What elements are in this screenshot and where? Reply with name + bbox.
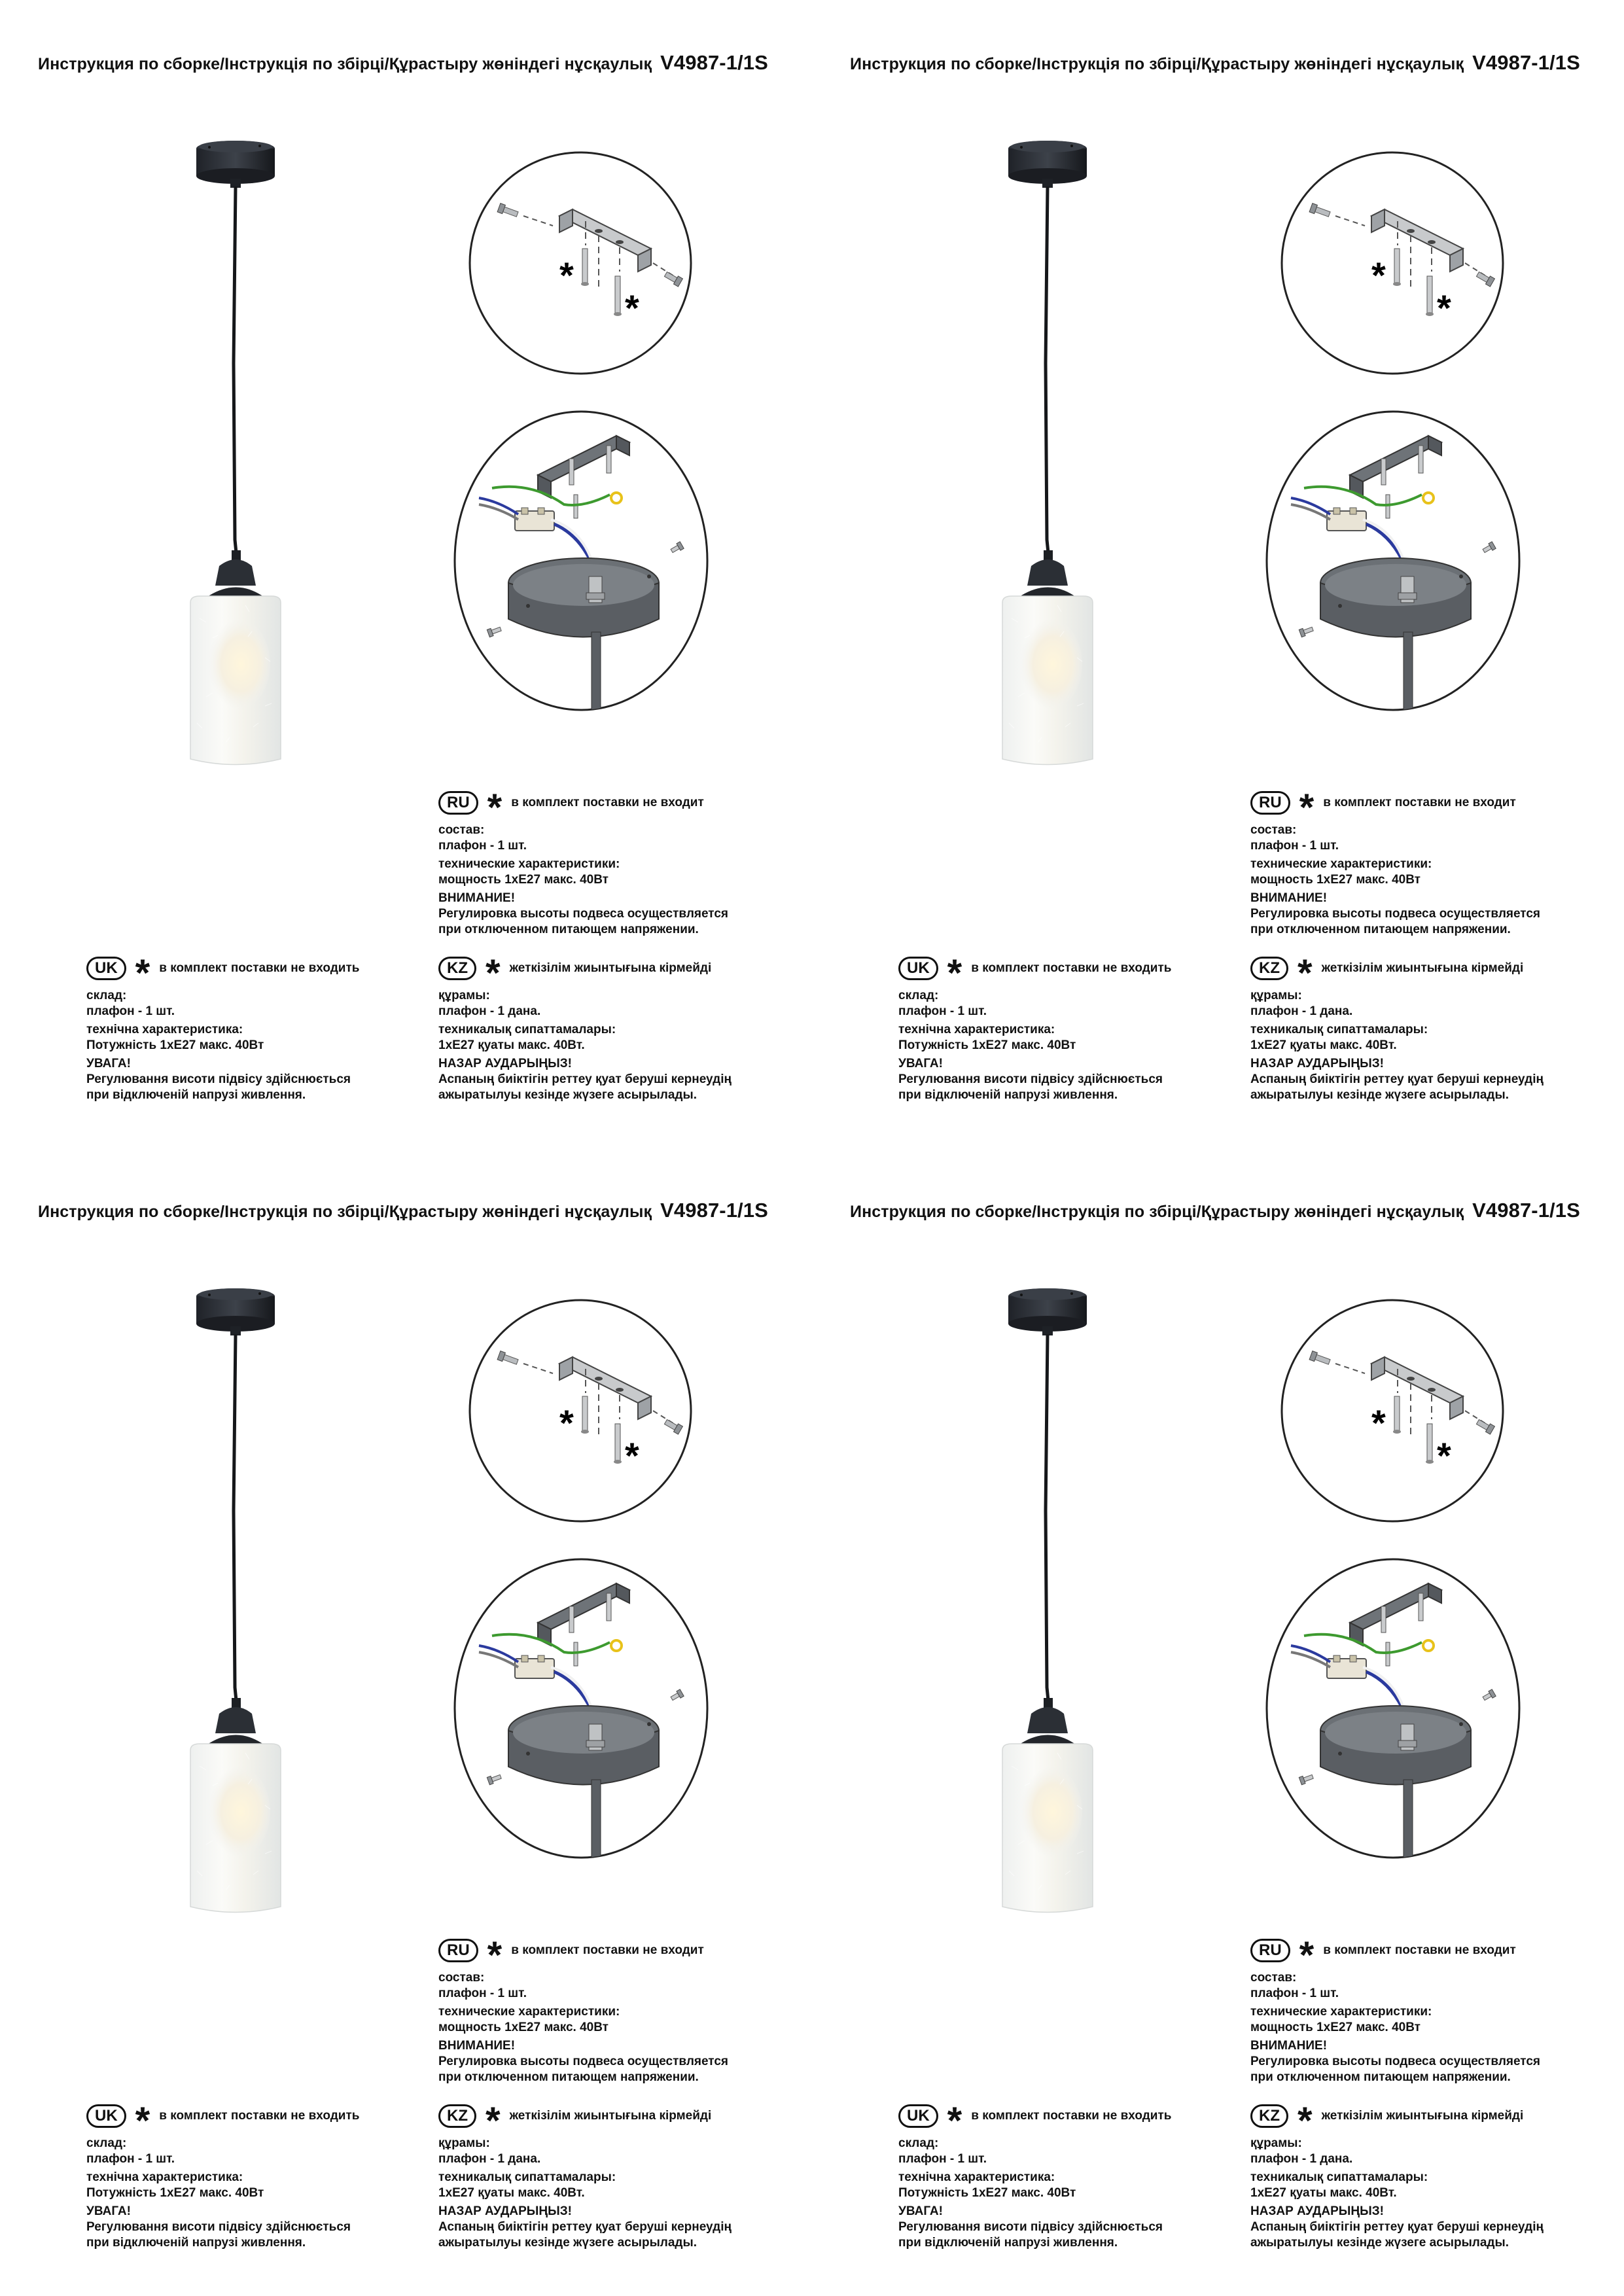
- uk-line: Потужність 1xE27 макс. 40Вт: [86, 1038, 264, 1052]
- kz-line: құрамы:: [438, 989, 490, 1002]
- ru-line: состав:: [1250, 823, 1297, 837]
- uk-line: при відключеній напрузі живлення.: [86, 2236, 306, 2250]
- pendant-lamp-illustration: [985, 134, 1110, 769]
- kz-line: Аспаның биіктігін реттеу қуат беруші кернеудің: [1250, 2220, 1544, 2234]
- kz-note: жеткізілім жиынтығына кірмейді: [509, 2109, 712, 2123]
- ru-badge: RU: [438, 1939, 478, 1962]
- kz-line: НАЗАР АУДАРЫҢЫЗ!: [438, 1057, 572, 1070]
- ru-line: ВНИМАНИЕ!: [438, 2039, 516, 2053]
- kz-line: құрамы:: [1250, 989, 1302, 1002]
- kz-line: плафон - 1 дана.: [1250, 1004, 1353, 1018]
- uk-line: технічна характеристика:: [86, 2170, 243, 2184]
- wiring-canopy-diagram: [453, 410, 710, 712]
- uk-line: УВАГА!: [86, 2204, 131, 2218]
- asterisk-icon: *: [485, 2100, 501, 2142]
- uk-line: Потужність 1xE27 макс. 40Вт: [898, 2186, 1076, 2200]
- kz-line: плафон - 1 дана.: [438, 1004, 541, 1018]
- uk-section: [86, 2102, 359, 2251]
- kz-line: Аспаның биіктігін реттеу қуат беруші кернеудің: [1250, 1072, 1544, 1086]
- kz-line: 1xE27 қуаты макс. 40Вт.: [1250, 2186, 1397, 2200]
- kz-line: НАЗАР АУДАРЫҢЫЗ!: [438, 2204, 572, 2218]
- ru-line: состав:: [1250, 1971, 1297, 1985]
- model-number: V4987-1/1S: [660, 51, 768, 74]
- asterisk-icon: *: [625, 1435, 639, 1476]
- uk-line: технічна характеристика:: [898, 2170, 1055, 2184]
- asterisk-icon: *: [947, 2100, 962, 2142]
- ru-badge: RU: [438, 791, 478, 815]
- ru-line: мощность 1xE27 макс. 40Вт: [438, 2021, 609, 2034]
- page-title: [38, 51, 768, 75]
- ru-line: Регулировка высоты подвеса осуществляется: [1250, 907, 1541, 921]
- asterisk-icon: *: [135, 2100, 150, 2142]
- uk-section: [86, 954, 359, 1103]
- asterisk-icon: *: [1371, 1402, 1386, 1443]
- uk-line: Регулювання висоти підвісу здійснюється: [898, 2220, 1163, 2234]
- ru-line: мощность 1xE27 макс. 40Вт: [438, 873, 609, 887]
- page-title: [850, 1199, 1580, 1222]
- ru-line: при отключенном питающем напряжении.: [1250, 923, 1511, 936]
- kz-badge: KZ: [1250, 2104, 1288, 2128]
- asterisk-icon: *: [625, 287, 639, 328]
- asterisk-icon: *: [1371, 255, 1386, 296]
- ru-badge: RU: [1250, 791, 1290, 815]
- kz-line: ажыратылуы кезінде жүзеге асырылады.: [1250, 2236, 1509, 2250]
- uk-line: Регулювання висоти підвісу здійснюється: [898, 1072, 1163, 1086]
- wiring-canopy-diagram: [1265, 1557, 1522, 1860]
- uk-badge: UK: [86, 957, 126, 980]
- uk-line: Потужність 1xE27 макс. 40Вт: [898, 1038, 1076, 1052]
- ru-line: при отключенном питающем напряжении.: [438, 923, 699, 936]
- uk-line: склад:: [898, 989, 939, 1002]
- kz-line: Аспаның биіктігін реттеу қуат беруші кернеудің: [438, 2220, 732, 2234]
- kz-line: плафон - 1 дана.: [438, 2152, 541, 2166]
- kz-line: құрамы:: [438, 2136, 490, 2150]
- pendant-lamp-illustration: [173, 1282, 298, 1916]
- title-text: Инструкция по сборке/Інструкція по збірці/Құрастыру жөніндегі нұсқаулық: [38, 1203, 652, 1221]
- uk-badge: UK: [86, 2104, 126, 2128]
- model-number: V4987-1/1S: [1472, 51, 1580, 74]
- kz-line: құрамы:: [1250, 2136, 1302, 2150]
- instruction-sheet-2: [812, 0, 1624, 1148]
- uk-line: при відключеній напрузі живлення.: [898, 1088, 1118, 1102]
- asterisk-icon: *: [1437, 287, 1451, 328]
- kz-line: техникалық сипаттамалары:: [438, 2170, 616, 2184]
- uk-line: технічна характеристика:: [898, 1023, 1055, 1036]
- ru-note: в комплект поставки не входит: [511, 796, 704, 809]
- ru-line: при отключенном питающем напряжении.: [438, 2070, 699, 2084]
- pendant-lamp-illustration: [985, 1282, 1110, 1916]
- title-text: Инструкция по сборке/Інструкція по збірці/Құрастыру жөніндегі нұсқаулық: [850, 1203, 1464, 1221]
- ru-section: [1250, 788, 1540, 938]
- kz-note: жеткізілім жиынтығына кірмейді: [509, 961, 712, 975]
- uk-line: склад:: [898, 2136, 939, 2150]
- uk-line: УВАГА!: [86, 1057, 131, 1070]
- uk-note: в комплект поставки не входить: [971, 961, 1172, 975]
- kz-badge: KZ: [438, 2104, 476, 2128]
- mounting-bracket-diagram: [1280, 1298, 1506, 1524]
- kz-line: техникалық сипаттамалары:: [1250, 2170, 1428, 2184]
- kz-badge: KZ: [1250, 957, 1288, 980]
- kz-section: [1250, 954, 1544, 1103]
- title-text: Инструкция по сборке/Інструкція по збірці/Құрастыру жөніндегі нұсқаулық: [850, 55, 1464, 73]
- asterisk-icon: *: [485, 952, 501, 995]
- asterisk-icon: *: [135, 952, 150, 995]
- asterisk-icon: *: [487, 1934, 503, 1977]
- uk-note: в комплект поставки не входить: [971, 2109, 1172, 2123]
- kz-line: ажыратылуы кезінде жүзеге асырылады.: [438, 2236, 697, 2250]
- ru-section: [438, 1936, 728, 2085]
- asterisk-icon: *: [1297, 2100, 1313, 2142]
- ru-note: в комплект поставки не входит: [511, 1943, 704, 1957]
- ru-line: Регулировка высоты подвеса осуществляется: [438, 907, 729, 921]
- uk-line: плафон - 1 шт.: [898, 2152, 987, 2166]
- asterisk-icon: *: [1297, 952, 1313, 995]
- uk-line: плафон - 1 шт.: [86, 2152, 175, 2166]
- mounting-bracket-diagram: [468, 1298, 694, 1524]
- uk-line: технічна характеристика:: [86, 1023, 243, 1036]
- asterisk-icon: *: [1437, 1435, 1451, 1476]
- model-number: V4987-1/1S: [1472, 1199, 1580, 1222]
- uk-line: Регулювання висоти підвісу здійснюється: [86, 2220, 351, 2234]
- mounting-bracket-diagram: [1280, 150, 1506, 376]
- kz-line: техникалық сипаттамалары:: [1250, 1023, 1428, 1036]
- page-title: [850, 51, 1580, 75]
- wiring-canopy-diagram: [453, 1557, 710, 1860]
- ru-line: плафон - 1 шт.: [1250, 839, 1339, 853]
- kz-section: [438, 954, 732, 1103]
- uk-note: в комплект поставки не входить: [159, 2109, 360, 2123]
- kz-line: 1xE27 қуаты макс. 40Вт.: [438, 1038, 585, 1052]
- ru-line: ВНИМАНИЕ!: [438, 891, 516, 905]
- uk-line: УВАГА!: [898, 2204, 943, 2218]
- ru-line: ВНИМАНИЕ!: [1250, 2039, 1328, 2053]
- uk-line: Регулювання висоти підвісу здійснюється: [86, 1072, 351, 1086]
- ru-note: в комплект поставки не входит: [1323, 1943, 1516, 1957]
- uk-badge: UK: [898, 957, 938, 980]
- ru-line: при отключенном питающем напряжении.: [1250, 2070, 1511, 2084]
- uk-line: склад:: [86, 2136, 127, 2150]
- kz-line: ажыратылуы кезінде жүзеге асырылады.: [438, 1088, 697, 1102]
- kz-section: [1250, 2102, 1544, 2251]
- kz-line: ажыратылуы кезінде жүзеге асырылады.: [1250, 1088, 1509, 1102]
- ru-line: состав:: [438, 823, 485, 837]
- ru-line: Регулировка высоты подвеса осуществляется: [1250, 2055, 1541, 2068]
- kz-note: жеткізілім жиынтығына кірмейді: [1321, 2109, 1524, 2123]
- uk-line: Потужність 1xE27 макс. 40Вт: [86, 2186, 264, 2200]
- kz-line: техникалық сипаттамалары:: [438, 1023, 616, 1036]
- kz-line: НАЗАР АУДАРЫҢЫЗ!: [1250, 2204, 1384, 2218]
- ru-badge: RU: [1250, 1939, 1290, 1962]
- asterisk-icon: *: [1299, 786, 1315, 829]
- ru-line: Регулировка высоты подвеса осуществляется: [438, 2055, 729, 2068]
- ru-line: технические характеристики:: [438, 857, 620, 871]
- uk-line: УВАГА!: [898, 1057, 943, 1070]
- ru-line: ВНИМАНИЕ!: [1250, 891, 1328, 905]
- kz-line: плафон - 1 дана.: [1250, 2152, 1353, 2166]
- ru-line: плафон - 1 шт.: [438, 1987, 527, 2000]
- page-title: [38, 1199, 768, 1222]
- kz-line: 1xE27 қуаты макс. 40Вт.: [1250, 1038, 1397, 1052]
- uk-section: [898, 954, 1171, 1103]
- asterisk-icon: *: [559, 255, 574, 296]
- pendant-lamp-illustration: [173, 134, 298, 769]
- kz-badge: KZ: [438, 957, 476, 980]
- asterisk-icon: *: [487, 786, 503, 829]
- asterisk-icon: *: [559, 1402, 574, 1443]
- kz-line: 1xE27 қуаты макс. 40Вт.: [438, 2186, 585, 2200]
- model-number: V4987-1/1S: [660, 1199, 768, 1222]
- title-text: Инструкция по сборке/Інструкція по збірці/Құрастыру жөніндегі нұсқаулық: [38, 55, 652, 73]
- asterisk-icon: *: [1299, 1934, 1315, 1977]
- kz-section: [438, 2102, 732, 2251]
- ru-line: технические характеристики:: [1250, 857, 1432, 871]
- uk-badge: UK: [898, 2104, 938, 2128]
- kz-line: НАЗАР АУДАРЫҢЫЗ!: [1250, 1057, 1384, 1070]
- uk-note: в комплект поставки не входить: [159, 961, 360, 975]
- uk-line: при відключеній напрузі живлення.: [86, 1088, 306, 1102]
- instruction-sheet-3: [0, 1148, 812, 2295]
- wiring-canopy-diagram: [1265, 410, 1522, 712]
- uk-line: при відключеній напрузі живлення.: [898, 2236, 1118, 2250]
- ru-line: мощность 1xE27 макс. 40Вт: [1250, 2021, 1421, 2034]
- uk-line: плафон - 1 шт.: [898, 1004, 987, 1018]
- ru-line: технические характеристики:: [1250, 2005, 1432, 2019]
- ru-line: технические характеристики:: [438, 2005, 620, 2019]
- instruction-sheet-1: [0, 0, 812, 1148]
- ru-line: плафон - 1 шт.: [438, 839, 527, 853]
- uk-line: плафон - 1 шт.: [86, 1004, 175, 1018]
- asterisk-icon: *: [947, 952, 962, 995]
- uk-line: склад:: [86, 989, 127, 1002]
- ru-section: [1250, 1936, 1540, 2085]
- ru-note: в комплект поставки не входит: [1323, 796, 1516, 809]
- kz-line: Аспаның биіктігін реттеу қуат беруші кернеудің: [438, 1072, 732, 1086]
- ru-section: [438, 788, 728, 938]
- ru-line: плафон - 1 шт.: [1250, 1987, 1339, 2000]
- uk-section: [898, 2102, 1171, 2251]
- instruction-sheet-4: [812, 1148, 1624, 2295]
- ru-line: состав:: [438, 1971, 485, 1985]
- kz-note: жеткізілім жиынтығына кірмейді: [1321, 961, 1524, 975]
- mounting-bracket-diagram: [468, 150, 694, 376]
- ru-line: мощность 1xE27 макс. 40Вт: [1250, 873, 1421, 887]
